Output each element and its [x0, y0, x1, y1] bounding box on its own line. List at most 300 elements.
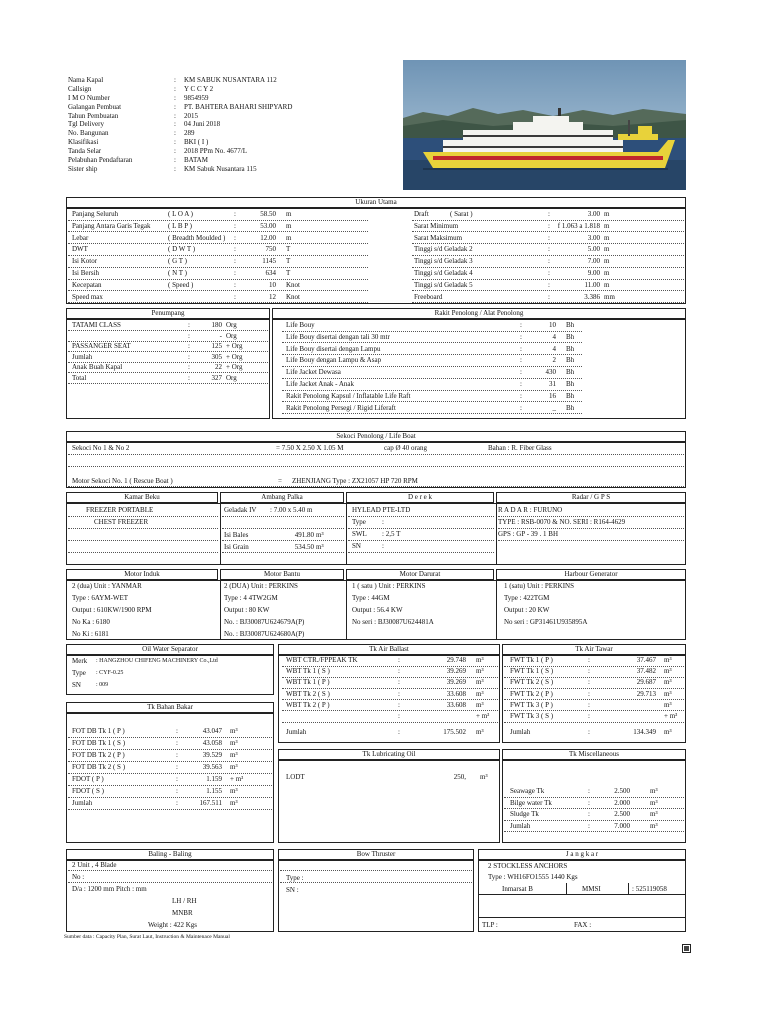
ukuran-left-unit: T [286, 257, 291, 266]
radar-type: TYPE : RSB-0070 & NO. SERI : R164-4629 [498, 518, 626, 526]
rakit-label: Rakit Penolong Persegi / Rigid Liferaft [286, 403, 396, 412]
tawar-value: 29.687 [636, 678, 656, 687]
dotted-rule [68, 797, 272, 798]
bow-type: Type : [286, 874, 304, 882]
colon: : [398, 689, 400, 698]
ukuran-left-sub: ( L O A ) [168, 210, 194, 218]
sekoci-motor-eq: = [278, 477, 282, 485]
derek-title: D e r e k [346, 492, 494, 503]
vessel-info-label: Callsign [68, 84, 92, 93]
colon: : [174, 76, 176, 84]
dotted-rule [68, 785, 272, 786]
motor-induk-type: Type : 6AYM-WET [72, 594, 129, 602]
ukuran-left-value: 12 [269, 292, 276, 301]
tawar-value: 37.467 [636, 656, 656, 664]
tawar-label: FWT Tk 3 ( P ) [510, 700, 553, 709]
derek-sn-value: : [382, 542, 384, 550]
ballast-title: Tk Air Ballast [278, 644, 500, 655]
vessel-info-label: Tanda Selar [68, 147, 102, 156]
colon: : [548, 257, 550, 266]
vessel-info-label: No. Bangunan [68, 129, 109, 138]
vessel-info-value: 9854959 [184, 93, 209, 102]
misc-label: Bilge water Tk [510, 798, 552, 807]
penumpang-title: Penumpang [66, 308, 270, 319]
rakit-unit: Bh [566, 380, 575, 388]
tawar-value [616, 712, 656, 721]
colon: : [588, 700, 590, 709]
rakit-value: 16 [549, 391, 556, 400]
dotted-rule [282, 366, 582, 367]
bahan-bakar-label: FOT DB Tk 2 ( P ) [72, 751, 125, 759]
harbour-output: Output : 20 KW [504, 606, 550, 614]
tawar-label: FWT Tk 2 ( P ) [510, 689, 553, 698]
tawar-title: Tk Air Tawar [502, 644, 686, 655]
ukuran-left-label: Panjang Antara Garis Tegak [72, 221, 151, 230]
rakit-unit: Bh [566, 368, 575, 377]
colon: : [234, 221, 236, 230]
baling-title: Baling - Baling [66, 849, 274, 860]
colon: : [176, 787, 178, 795]
penumpang-unit: Org [226, 331, 237, 340]
bahan-bakar-label: Jumlah [72, 799, 93, 807]
dotted-rule [68, 749, 272, 750]
tawar-total-value: 134.349 [633, 728, 656, 736]
colon: : [174, 120, 176, 129]
ukuran-left-value: 12.00 [260, 233, 276, 242]
dotted-rule [282, 401, 582, 402]
dotted-rule [68, 737, 272, 738]
ballast-value: 39.269 [446, 667, 466, 676]
ukuran-right-unit: m [604, 233, 610, 242]
ukuran-right-value: 9.00 [587, 269, 600, 277]
ukuran-right-value: 5.00 [587, 245, 600, 254]
dotted-rule [68, 255, 368, 256]
bahan-bakar-value: 39.529 [202, 751, 222, 759]
vessel-info-value: 2018 PPm No. 4677/L [184, 147, 248, 156]
motor-induk-noki: No Ki : 6181 [72, 630, 109, 638]
ukuran-right-label: Sarat Maksimum [414, 233, 463, 242]
colon: : [520, 332, 522, 341]
bahan-bakar-title: Tk Bahan Bakar [66, 702, 274, 713]
ambang-geladak-label: Geladak IV [224, 506, 257, 514]
derek-swl-value: : 2,5 T [382, 530, 401, 538]
dotted-rule [282, 354, 582, 355]
dotted-rule [412, 243, 684, 244]
sekoci-motor-val: ZHENJIANG Type : ZX21057 HP 720 RPM [292, 477, 418, 485]
tawar-total-label: Jumlah [510, 728, 531, 736]
rakit-unit: Bh [566, 321, 575, 329]
ukuran-right-value: 3.386 [584, 292, 600, 301]
bahan-bakar-value: 43.058 [202, 739, 222, 747]
tawar-label: FWT Tk 3 ( S ) [510, 712, 554, 720]
motor-darurat-units: 1 ( satu ) Unit : PERKINS [352, 582, 426, 590]
sekoci-dim: = 7.50 X 2.50 X 1.05 M [276, 444, 344, 452]
vessel-info-row [68, 94, 368, 103]
lubricating-box [278, 760, 500, 843]
bahan-bakar-label: FOT DB Tk 1 ( P ) [72, 727, 125, 735]
ukuran-left-label: DWT [72, 245, 88, 254]
tawar-label: FWT Tk 2 ( S ) [510, 678, 554, 687]
sekoci-motor-label: Motor Sekoci No. 1 ( Rescue Boat ) [72, 477, 173, 485]
ukuran-left-label: Lebar [72, 233, 89, 242]
baling-units: 2 Unit , 4 Blade [72, 861, 117, 869]
bahan-bakar-label: FDOT ( S ) [72, 787, 104, 795]
jangkar-anchors: 2 STOCKLESS ANCHORS [488, 862, 568, 870]
bahan-bakar-unit: m³ [230, 763, 238, 771]
ukuran-left-unit: m [286, 221, 292, 230]
ballast-value: 33.608 [446, 700, 466, 709]
colon: : [548, 221, 550, 230]
derek-swl-label: SWL [352, 530, 367, 538]
colon: : [588, 798, 590, 807]
colon: : [176, 763, 178, 771]
vessel-info-row [68, 165, 368, 174]
dotted-rule [504, 820, 684, 821]
tawar-value [616, 701, 656, 710]
dotted-rule [412, 255, 684, 256]
colon: : [234, 280, 236, 289]
tawar-total-unit: m³ [664, 728, 672, 736]
vessel-info-row [68, 120, 368, 129]
vessel-info-row [68, 76, 368, 85]
kamar-beku-item-1: FREEZER PORTABLE [86, 506, 154, 514]
penumpang-label: Total [72, 373, 87, 382]
rakit-value: 430 [545, 368, 556, 377]
colon: : [548, 210, 550, 218]
motor-darurat-title: Motor Darurat [346, 569, 494, 580]
dotted-rule [282, 378, 582, 379]
motor-darurat-type: Type : 44GM [352, 594, 390, 602]
vessel-info-label: Klasifikasi [68, 138, 99, 147]
tawar-unit: m³ [664, 678, 672, 687]
jangkar-mmsi-value: : 525119058 [632, 885, 667, 893]
dotted-rule [68, 372, 268, 373]
harbour-type: Type : 422TGM [504, 594, 550, 602]
ukuran-left-sub: ( Breadth Moulded ) [168, 233, 226, 242]
tawar-unit: m³ [664, 667, 672, 676]
ukuran-right-value: 3.00 [587, 233, 600, 242]
ukuran-left-sub: ( G T ) [168, 257, 187, 266]
vessel-info-value: 289 [184, 129, 195, 138]
tawar-value: 29.713 [636, 689, 656, 698]
rakit-label: Life Bouy disertai dengan tali 30 mtr [286, 332, 390, 341]
vessel-info-label: Sister ship [68, 164, 98, 173]
colon: : [398, 712, 400, 720]
lodt-value: 250, [453, 773, 466, 781]
penumpang-value: - [219, 331, 222, 340]
vessel-info-value: BATAM [184, 156, 208, 165]
dotted-rule [282, 390, 582, 391]
ballast-value: 33.608 [446, 689, 466, 698]
ukuran-left-value: 58.50 [260, 210, 276, 218]
lodt-label: LODT [286, 773, 305, 781]
misc-unit: m³ [650, 821, 658, 830]
colon: : [520, 321, 522, 329]
dotted-rule [68, 383, 268, 384]
ukuran-left-unit: T [286, 269, 291, 277]
colon: : [234, 233, 236, 242]
ambang-geladak-value: : 7.00 x 5.40 m [270, 506, 313, 514]
kamar-beku-title: Kamar Beku [66, 492, 218, 503]
colon: : [588, 678, 590, 687]
ballast-value: 29.748 [446, 656, 466, 664]
ballast-total-value: 175.502 [443, 728, 466, 736]
penumpang-value: 125 [211, 342, 222, 350]
motor-darurat-output: Output : 56.4 KW [352, 606, 403, 614]
colon: : [588, 728, 590, 736]
bahan-bakar-unit: m³ [230, 751, 238, 759]
ukuran-right-label: Freeboard [414, 292, 443, 301]
radar-title: Radar / G P S [496, 492, 686, 503]
colon: : [588, 656, 590, 664]
penumpang-unit: Org [226, 321, 237, 329]
misc-label: Seawage Tk [510, 787, 545, 795]
colon: : [520, 391, 522, 400]
sekoci-cap: cap Ø 40 orang [384, 444, 427, 452]
bahan-bakar-unit: m³ [230, 739, 238, 747]
dotted-rule [412, 302, 684, 303]
colon: : [174, 156, 176, 165]
derek-type-value: : [382, 518, 384, 526]
ows-merk-value: : HANGZHOU CHIFENG MACHINERY Co.,Ltd [96, 658, 218, 664]
colon: : [174, 111, 176, 120]
bahan-bakar-value: 1.159 [206, 775, 222, 783]
ballast-unit: m³ [476, 700, 484, 709]
ship-photo [403, 60, 686, 190]
dotted-rule [504, 831, 684, 832]
ukuran-right-label: Sarat Minimum [414, 221, 459, 230]
ballast-value: 39.269 [446, 678, 466, 687]
dotted-rule [282, 331, 582, 332]
penumpang-value: 22 [215, 363, 222, 371]
ukuran-left-value: 10 [269, 280, 276, 289]
ambang-grain-unit: m³ [316, 543, 324, 551]
tawar-unit: m³ [664, 689, 672, 698]
colon: : [176, 739, 178, 747]
ship-image [403, 60, 686, 190]
bahan-bakar-label: FOT DB Tk 1 ( S ) [72, 739, 126, 747]
vessel-info-label: Tahun Pembuatan [68, 111, 119, 120]
ballast-unit: + m³ [476, 712, 490, 720]
colon: : [398, 678, 400, 687]
colon: : [234, 292, 236, 301]
lodt-unit: m³ [480, 773, 488, 781]
ukuran-left-unit: Knot [286, 280, 300, 289]
colon: : [588, 810, 590, 818]
ukuran-right-label: Tinggi s/d Geladak 2 [414, 245, 473, 254]
ukuran-right-unit: m [604, 269, 610, 277]
misc-value: 2.500 [614, 787, 630, 795]
ambang-bales-unit: m³ [316, 531, 324, 539]
misc-unit: m³ [650, 787, 658, 795]
radar-gps: GPS : GP - 39 . 1 BH [498, 530, 559, 538]
ukuran-left-unit: Knot [286, 292, 300, 301]
ukuran-right-value: 11.00 [584, 280, 600, 289]
jangkar-title: J a n g k a r [478, 849, 686, 860]
ukuran-left-label: Panjang Seluruh [72, 210, 119, 218]
penumpang-unit: + Org [226, 363, 243, 371]
colon: : [520, 380, 522, 388]
ukuran-left-unit: m [286, 233, 292, 242]
misc-unit: m³ [650, 798, 658, 807]
baling-no: No : [72, 873, 85, 881]
dotted-rule [68, 220, 368, 221]
ukuran-left-sub: ( Speed ) [168, 280, 194, 289]
colon: : [174, 164, 176, 173]
colon: : [176, 751, 178, 759]
rakit-title: Rakit Penolong / Alat Penolong [272, 308, 686, 319]
misc-title: Tk Miscellaneous [502, 749, 686, 760]
dotted-rule [68, 243, 368, 244]
penumpang-label: Jumlah [72, 352, 93, 361]
bow-sn: SN : [286, 886, 299, 894]
colon: : [188, 331, 190, 340]
ukuran-right-sub: ( Sarat ) [450, 210, 473, 218]
bahan-bakar-value: 167.511 [199, 799, 222, 807]
ukuran-right-label: Tinggi s/d Geladak 4 [414, 269, 473, 277]
colon: : [174, 93, 176, 102]
ukuran-right-label: Tinggi s/d Geladak 5 [414, 280, 473, 289]
colon: : [174, 84, 176, 93]
vessel-info-label: Tgl Delivery [68, 120, 104, 129]
harbour-units: 1 (satu) Unit : PERKINS [504, 582, 574, 590]
bahan-bakar-value: 1.155 [206, 787, 222, 795]
bahan-bakar-value: 43.047 [202, 727, 222, 735]
penumpang-unit: + Org [226, 352, 243, 361]
colon: : [176, 799, 178, 807]
colon: : [520, 403, 522, 412]
ukuran-right-value: f 1.063 a 1.818 [557, 221, 600, 230]
ambang-bales-label: Isi Bales [224, 531, 249, 539]
motor-bantu-output: Output : 80 KW [224, 606, 270, 614]
ukuran-left-value: 634 [265, 269, 276, 277]
misc-unit: m³ [650, 810, 658, 818]
tawar-unit: m³ [664, 656, 672, 664]
rakit-value: 4 [552, 344, 556, 353]
vessel-info-list [68, 76, 368, 174]
harbour-seri: No seri : GP31461U935895A [504, 618, 588, 626]
motor-bantu-type: Type : 4 4TW2GM [224, 594, 278, 602]
colon: : [548, 233, 550, 242]
sekoci-label: Sekoci No 1 & No 2 [72, 444, 130, 452]
colon: : [588, 689, 590, 698]
rakit-unit: Bh [566, 344, 575, 353]
jangkar-inmarsat: Inmarsat B [502, 885, 533, 893]
ballast-label: WBT Tk 2 ( S ) [286, 689, 330, 698]
misc-label: Sludge Tk [510, 810, 539, 818]
vessel-info-value: KM Sabuk Nusantara 115 [184, 164, 257, 173]
tawar-value: 37.482 [636, 667, 656, 676]
ows-type-label: Type [72, 669, 86, 677]
motor-induk-title: Motor Induk [66, 569, 218, 580]
rakit-value: 4 [552, 332, 556, 341]
vessel-info-row [68, 156, 368, 165]
ukuran-left-label: Kecepatan [72, 280, 102, 289]
ballast-label: WBT Tk 2 ( P ) [286, 700, 330, 709]
ukuran-left-label: Isi Kotor [72, 257, 98, 266]
vessel-info-label: Nama Kapal [68, 76, 104, 84]
baling-dia: D/a : 1200 mm Pitch : mm [72, 885, 147, 893]
colon: : [188, 321, 190, 329]
dotted-rule [68, 231, 368, 232]
dotted-rule [282, 722, 498, 723]
ambang-grain-value: 534.50 [294, 543, 314, 551]
rakit-label: Life Jacket Anak - Anak [286, 380, 355, 388]
tawar-unit: m³ [664, 700, 672, 709]
misc-value: 7.000 [614, 821, 630, 830]
penumpang-unit: Org [226, 373, 237, 382]
ukuran-left-value: 750 [265, 245, 276, 254]
dotted-rule [68, 773, 272, 774]
ukuran-right-label: Draft [414, 210, 429, 218]
tawar-label: FWT Tk 1 ( S ) [510, 667, 554, 676]
ukuran-left-sub: ( N T ) [168, 269, 187, 277]
ows-sn-value: : 009 [96, 682, 109, 688]
ballast-value [426, 712, 466, 721]
colon: : [548, 245, 550, 254]
rakit-unit: Bh [566, 356, 575, 365]
ballast-unit: m³ [476, 656, 484, 664]
rakit-label: Life Bouy [286, 321, 315, 329]
colon: : [174, 129, 176, 138]
ukuran-left-label: Speed max [72, 292, 103, 301]
penumpang-unit: + Org [226, 342, 243, 350]
dotted-rule [68, 761, 272, 762]
misc-label: Jumlah [510, 821, 531, 830]
vessel-info-value: BKI ( I ) [184, 138, 209, 147]
rakit-unit: Bh [566, 391, 575, 400]
vessel-info-row [68, 103, 368, 112]
ukuran-right-unit: m [604, 210, 610, 218]
colon: : [188, 352, 190, 361]
vessel-info-value: 2015 [184, 111, 198, 120]
ballast-unit: m³ [476, 689, 484, 698]
rakit-label: Life Jacket Dewasa [286, 368, 341, 377]
jangkar-fax: FAX : [574, 921, 592, 929]
bahan-bakar-unit: m³ [230, 799, 238, 807]
dotted-rule [412, 231, 684, 232]
colon: : [174, 102, 176, 111]
vessel-info-value: Y C C Y 2 [184, 84, 214, 93]
jangkar-tlp: TLP : [482, 921, 498, 929]
vessel-info-label: I M O Number [68, 93, 110, 102]
jangkar-type: Type : WH16FO1555 1440 Kgs [488, 873, 578, 881]
rakit-label: Life Bouy dengan Lampu & Asap [286, 356, 382, 365]
bahan-bakar-label: FDOT ( P ) [72, 775, 104, 783]
motor-darurat-seri: No seri : BJ30087U624481A [352, 618, 434, 626]
ows-merk-label: Merk [72, 657, 88, 665]
ambang-title: Ambang Palka [220, 492, 344, 503]
colon: : [234, 245, 236, 254]
harbour-title: Harbour Generator [496, 569, 686, 580]
vessel-info-row [68, 85, 368, 94]
ows-type-value: : CYF-0.25 [96, 670, 124, 676]
dotted-rule [412, 290, 684, 291]
ukuran-right-unit: m [604, 221, 610, 230]
dotted-rule [504, 797, 684, 798]
bow-title: Bow Thruster [278, 849, 474, 860]
colon: : [398, 728, 400, 736]
colon: : [520, 344, 522, 353]
baling-mnbr: MNBR [172, 909, 193, 917]
dotted-rule [282, 413, 582, 414]
dotted-rule [504, 808, 684, 809]
ukuran-right-label: Tinggi s/d Geladak 3 [414, 257, 473, 266]
ukuran-left-unit: m [286, 210, 292, 218]
ambang-grain-label: Isi Grain [224, 543, 249, 551]
colon: : [188, 342, 190, 350]
derek-maker: HYLEAD PTE-LTD [352, 506, 411, 514]
